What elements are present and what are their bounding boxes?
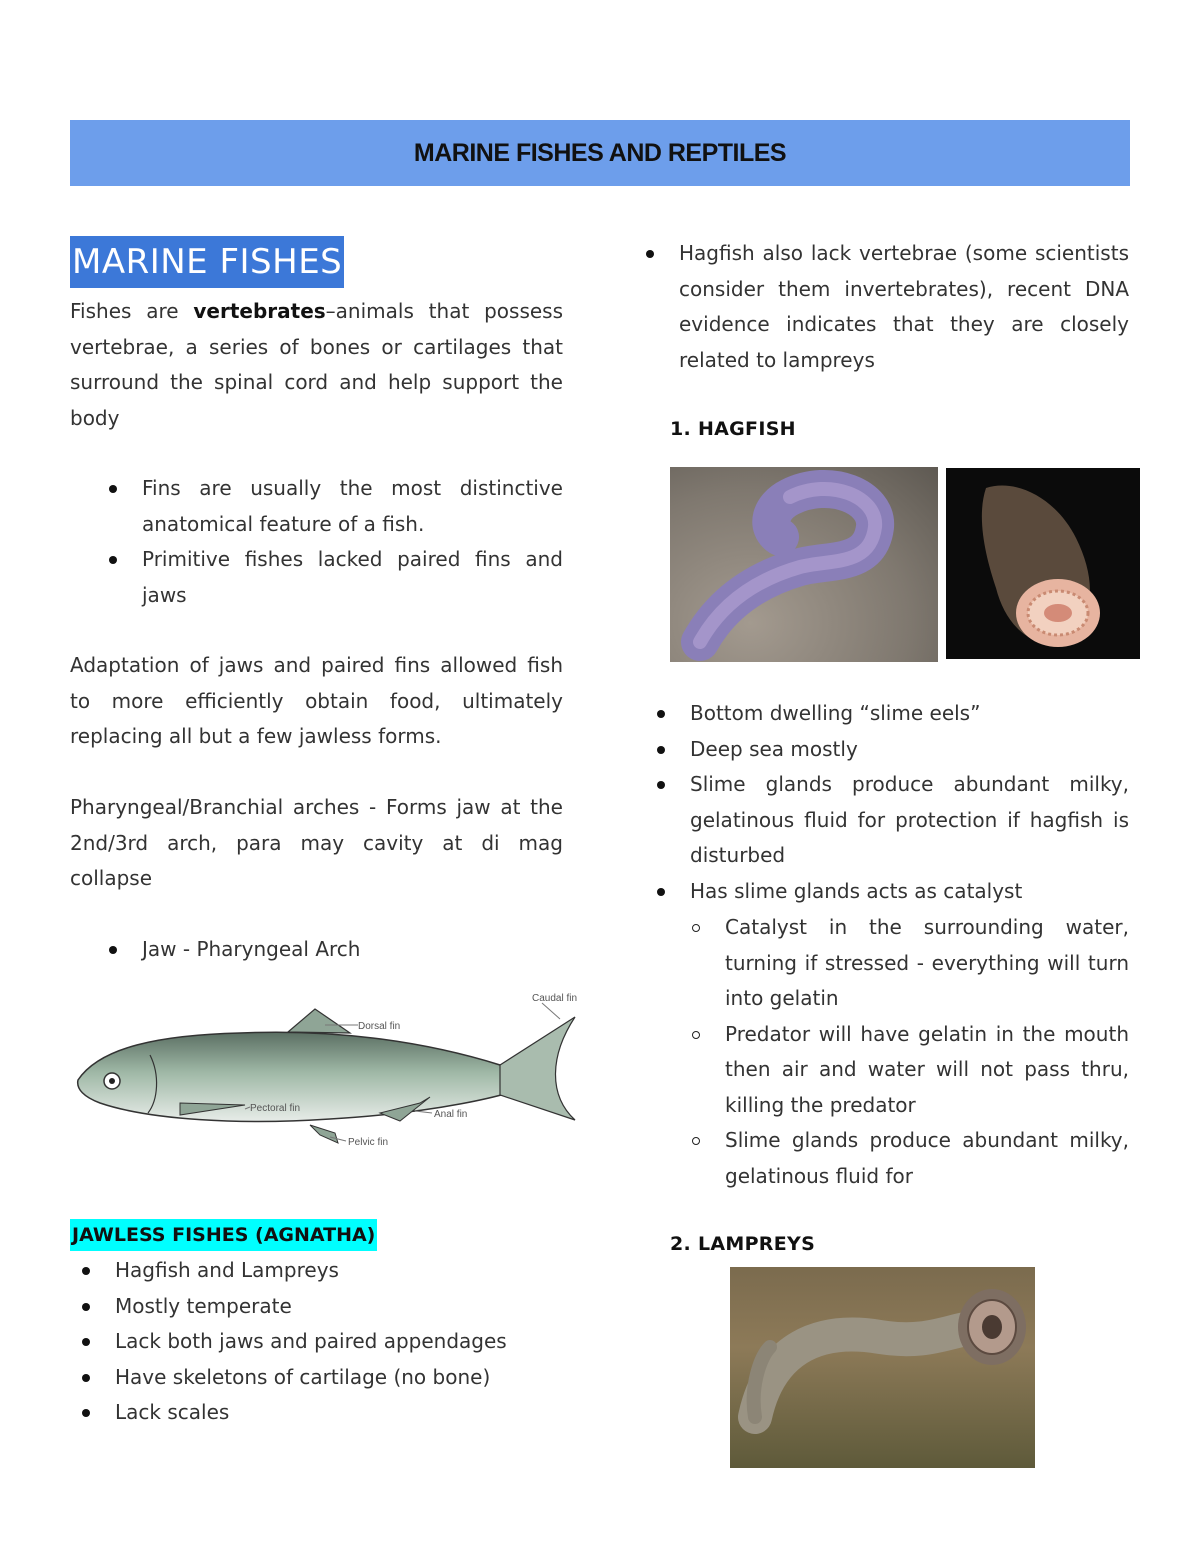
intro-paragraph (70, 294, 563, 436)
hagfish-intro-list (679, 236, 1129, 378)
dorsal-fin-label: Dorsal fin (358, 1021, 401, 1032)
arches-paragraph: Pharyngeal/Branchial arches - Forms jaw at the 2nd/3rd arch, para may cavity at di mag collapse (70, 795, 563, 890)
list-item: Jaw - Pharyngeal Arch (142, 932, 563, 968)
marine-fishes-heading: MARINE FISHES (70, 236, 344, 288)
fins-bullet-list (142, 471, 563, 613)
lamprey-photo (730, 1267, 1035, 1468)
jawless-bullet-list (115, 1253, 575, 1431)
caudal-fin-label: Caudal fin (532, 993, 578, 1004)
dorsal-fin (288, 1009, 350, 1033)
intro-text-start: Fishes are (70, 299, 194, 323)
intro-text-end: –animals that possess vertebrae, a series of bones or cartilages that surround the spinal cord and help support the body (70, 299, 564, 430)
catalyst-sub-list (725, 910, 1129, 1194)
list-item: Predator will have gelatin in the mouth then air and water will not pass thru, killing the predator (725, 1017, 1129, 1124)
list-item: Primitive fishes lacked paired fins and jaws (142, 542, 563, 613)
fish-body (78, 1032, 540, 1121)
list-item: Bottom dwelling “slime eels” (690, 696, 1129, 732)
anal-fin-label: Anal fin (434, 1109, 468, 1120)
adaptation-paragraph: Adaptation of jaws and paired fins allowed fish to more efficiently obtain food, ultimately replacing all but a few jawless forms. (70, 653, 563, 748)
hagfish-bullet-list (690, 696, 1129, 909)
jaw-bullet-list (142, 932, 563, 968)
pectoral-fin-label: Pectoral fin (250, 1103, 301, 1114)
list-item: Deep sea mostly (690, 732, 1129, 768)
list-item: Slime glands produce abundant milky, gelatinous fluid for protection if hagfish is disturbed (690, 767, 1129, 874)
list-item: Have skeletons of cartilage (no bone) (115, 1360, 575, 1396)
intro-bold-term: vertebrates (193, 299, 326, 323)
list-item: Fins are usually the most distinctive anatomical feature of a fish. (142, 471, 563, 542)
hagfish-photo-sand (670, 467, 938, 662)
list-item: Slime glands produce abundant milky, gelatinous fluid for (725, 1123, 1129, 1194)
list-item: Catalyst in the surrounding water, turning if stressed - everything will turn into gelatin (725, 910, 1129, 1017)
list-item: Hagfish and Lampreys (115, 1253, 575, 1289)
hagfish-photo-mouth (946, 468, 1140, 659)
pelvic-fin (310, 1125, 338, 1143)
list-item: Has slime glands acts as catalyst (690, 874, 1129, 910)
list-item: Lack both jaws and paired appendages (115, 1324, 575, 1360)
list-item: Mostly temperate (115, 1289, 575, 1325)
hagfish-heading: 1. HAGFISH (670, 418, 796, 440)
list-item: Hagfish also lack vertebrae (some scientists consider them invertebrates), recent DNA evidence indicates that they are closely related to lampreys (679, 236, 1129, 378)
title-banner (70, 120, 1130, 186)
page-title: MARINE FISHES AND REPTILES (413, 138, 787, 167)
pelvic-fin-label: Pelvic fin (348, 1137, 389, 1148)
fish-anatomy-diagram (70, 985, 590, 1155)
lampreys-heading: 2. LAMPREYS (670, 1233, 816, 1255)
jawless-fishes-heading: JAWLESS FISHES (AGNATHA) (70, 1219, 377, 1251)
list-item: Lack scales (115, 1395, 575, 1431)
caudal-fin (500, 1017, 575, 1120)
